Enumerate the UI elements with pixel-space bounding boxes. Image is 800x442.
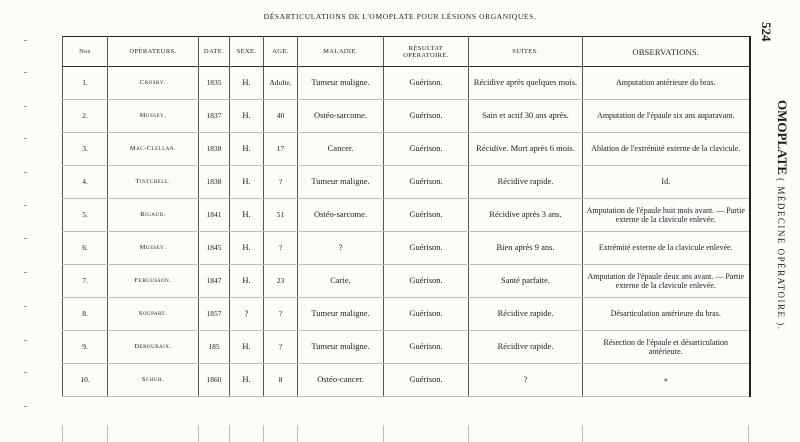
side-title-main: OMOPLATE [775,100,790,175]
side-title [774,100,790,330]
cell-sexe: H. [230,364,264,397]
cell-age: 17 [264,133,298,166]
cell-resultat: Guérison. [384,67,469,100]
cell-date: 1838 [199,133,230,166]
side-title-sub: ( MÉDECINE OPÉRATOIRE ). [776,178,786,331]
cell-maladie: Cancer. [298,133,384,166]
cell-resultat: Guérison. [384,199,469,232]
cell-no: 8. [63,298,108,331]
margin-dots [24,0,30,442]
cell-observations: Résection de l'épaule et désarticulation antérieure. [583,331,750,364]
cell-age: 23 [264,265,298,298]
cell-date: 185 [199,331,230,364]
margin-dash [24,238,27,239]
cell-operateur: Tintchell. [108,166,199,199]
table-row [63,265,750,298]
cell-observations: Extrémité externe de la clavicule enlevée. [583,232,750,265]
cell-date: 1837 [199,100,230,133]
header-row [63,37,750,67]
margin-dash [24,205,27,206]
cell-operateur: Crosby. [108,67,199,100]
cell-age: 51 [264,199,298,232]
cell-no: 9. [63,331,108,364]
cell-operateur: Soupart. [108,298,199,331]
table-row [63,133,750,166]
col-suites-header: SUITES. [469,37,583,67]
cell-suites: Récidive rapide. [469,166,583,199]
cell-maladie: Tumeur maligne. [298,166,384,199]
cell-no: 5. [63,199,108,232]
table-row [63,364,750,397]
cell-suites: Récidive après quelques mois. [469,67,583,100]
cell-sexe: H. [230,331,264,364]
cell-operateur: Deroubaix. [108,331,199,364]
margin-dash [24,372,27,373]
cell-operateur: Rigaud. [108,199,199,232]
footer-ticks [62,425,749,442]
table-row [63,199,750,232]
column-tick [383,425,384,442]
col-date-header: DATE. [199,37,230,67]
cell-sexe: H. [230,232,264,265]
cell-suites: Récidive après 3 ans. [469,199,583,232]
col-age-header: AGE. [264,37,298,67]
margin-dash [24,340,27,341]
cell-date: 1860 [199,364,230,397]
cell-date: 1835 [199,67,230,100]
column-tick [297,425,298,442]
cell-maladie: Tumeur maligne. [298,298,384,331]
cell-operateur: Fergusson. [108,265,199,298]
cell-suites: Récidive rapide. [469,331,583,364]
cell-suites: Santé parfaite. [469,265,583,298]
margin-dash [24,172,27,173]
column-tick [468,425,469,442]
col-sexe-header: SEXE. [230,37,264,67]
cell-maladie: ? [298,232,384,265]
cell-resultat: Guérison. [384,133,469,166]
cell-date: 1841 [199,199,230,232]
operations-table [62,36,751,397]
cell-sexe: H. [230,166,264,199]
cell-suites: Récidive rapide. [469,298,583,331]
cell-maladie: Ostéo-cancer. [298,364,384,397]
cell-suites: ? [469,364,583,397]
margin-dash [24,272,27,273]
column-tick [229,425,230,442]
cell-maladie: Tumeur maligne. [298,331,384,364]
cell-maladie: Tumeur maligne. [298,67,384,100]
column-tick [748,425,749,442]
cell-suites: Sain et actif 30 ans après. [469,100,583,133]
cell-no: 10. [63,364,108,397]
cell-resultat: Guérison. [384,166,469,199]
cell-sexe: ? [230,298,264,331]
column-tick [107,425,108,442]
table-row [63,298,750,331]
cell-age: 8 [264,364,298,397]
col-observations-header: OBSERVATIONS. [583,37,750,67]
cell-resultat: Guérison. [384,232,469,265]
cell-no: 3. [63,133,108,166]
cell-sexe: H. [230,199,264,232]
cell-operateur: Mussey. [108,100,199,133]
col-maladie-header: MALADIE. [298,37,384,67]
cell-sexe: H. [230,67,264,100]
margin-dash [24,138,27,139]
cell-observations: Désarticulation antérieure du bras. [583,298,750,331]
column-tick [263,425,264,442]
cell-observations: Ablation de l'extrémité externe de la clavicule. [583,133,750,166]
cell-observations: Amputation de l'épaule six ans auparavant. [583,100,750,133]
cell-observations: Id. [583,166,750,199]
table-row [63,232,750,265]
table-row [63,67,750,100]
cell-age: ? [264,232,298,265]
cell-age: ? [264,298,298,331]
cell-no: 1. [63,67,108,100]
cell-resultat: Guérison. [384,100,469,133]
cell-sexe: H. [230,265,264,298]
running-title: DÉSARTICULATIONS DE L'OMOPLATE POUR LÉSIONS ORGANIQUES. [263,12,537,21]
cell-no: 4. [63,166,108,199]
col-operateurs-header: OPÉRATEURS. [108,37,199,67]
margin-dash [24,72,27,73]
cell-age: 40 [264,100,298,133]
cell-age: ? [264,166,298,199]
cell-date: 1857 [199,298,230,331]
cell-maladie: Carie. [298,265,384,298]
table-row [63,331,750,364]
cell-date: 1845 [199,232,230,265]
cell-observations: » [583,364,750,397]
cell-maladie: Ostéo-sarcome. [298,100,384,133]
cell-sexe: H. [230,133,264,166]
cell-no: 6. [63,232,108,265]
cell-age: Adulte. [264,67,298,100]
cell-observations: Amputation de l'épaule deux ans avant. — Partie externe de la clavicule enlevée. [583,265,750,298]
cell-date: 1847 [199,265,230,298]
cell-operateur: Mac-Clellan. [108,133,199,166]
cell-no: 2. [63,100,108,133]
page-number: 524 [759,22,774,42]
margin-dash [24,406,27,407]
table-row [63,166,750,199]
cell-resultat: Guérison. [384,331,469,364]
cell-sexe: H. [230,100,264,133]
table-body [63,67,750,397]
cell-maladie: Ostéo-sarcome. [298,199,384,232]
col-no-header: Nos [63,37,108,67]
margin-dash [24,306,27,307]
column-tick [62,425,63,442]
cell-observations: Amputation antérieure du bras. [583,67,750,100]
cell-operateur: Schuh. [108,364,199,397]
cell-no: 7. [63,265,108,298]
cell-observations: Amputation de l'épaule huit mois avant. — Partie externe de la clavicule enlevée. [583,199,750,232]
column-tick [198,425,199,442]
cell-resultat: Guérison. [384,298,469,331]
cell-operateur: Mussey. [108,232,199,265]
table-row [63,100,750,133]
col-resultat-header: RÉSULTAT OPÉRATOIRE. [384,37,469,67]
cell-age: ? [264,331,298,364]
cell-suites: Récidive. Mort après 6 mois. [469,133,583,166]
cell-resultat: Guérison. [384,265,469,298]
margin-dash [24,40,27,41]
cell-suites: Bien après 9 ans. [469,232,583,265]
margin-dash [24,106,27,107]
column-tick [582,425,583,442]
cell-resultat: Guérison. [384,364,469,397]
cell-date: 1838 [199,166,230,199]
